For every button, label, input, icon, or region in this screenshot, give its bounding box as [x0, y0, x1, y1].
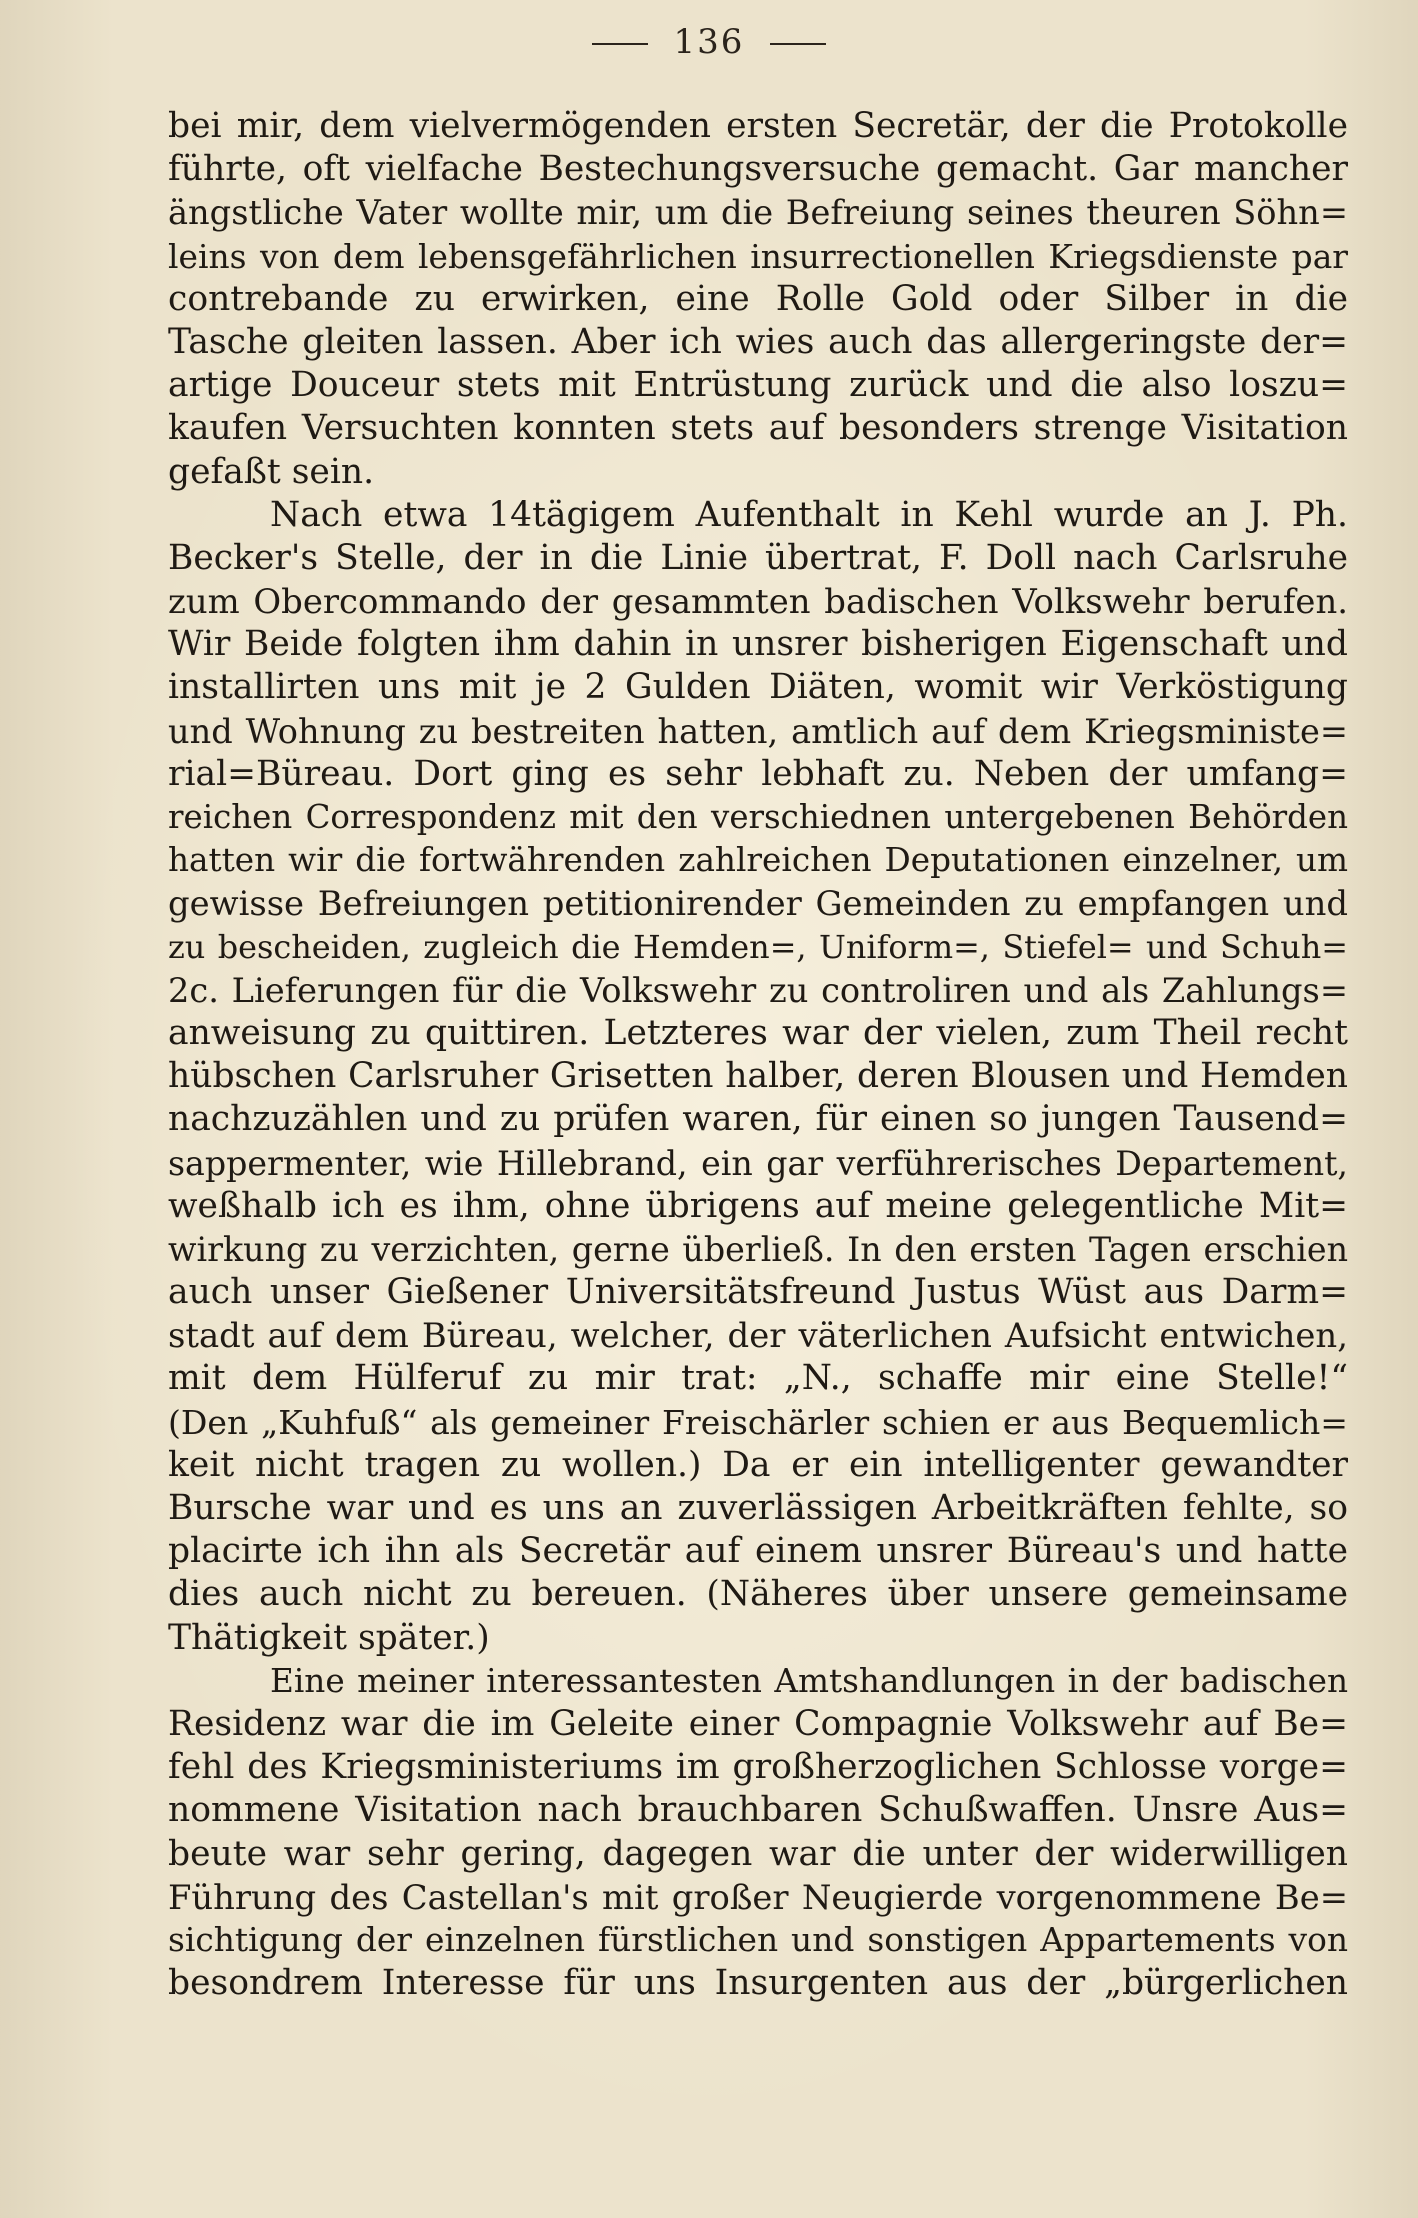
text-line: dies auch nicht zu bereuen. (Näheres über unsere gemeinsame	[168, 1574, 1348, 1615]
text-line: gewisse Befreiungen petitionirender Gemeinden zu empfangen und	[168, 884, 1348, 924]
text-line: stadt auf dem Büreau, welcher, der väterlichen Aufsicht entwichen,	[168, 1316, 1348, 1356]
text-line: Becker's Stelle, der in die Linie übertrat, F. Doll nach Carlsruhe	[168, 537, 1348, 578]
text-line: sappermenter, wie Hillebrand, ein gar verführerisches Departement,	[168, 1143, 1348, 1183]
text-line: weßhalb ich es ihm, ohne übrigens auf meine gelegentliche Mit=	[168, 1185, 1348, 1226]
text-line: Thätigkeit später.)	[168, 1617, 490, 1658]
text-line: nachzuzählen und zu prüfen waren, für einen so jungen Tausend=	[168, 1099, 1348, 1140]
text-line: reichen Correspondenz mit den verschiednen untergebenen Behörden	[168, 798, 1348, 836]
page-number: 136	[673, 22, 745, 62]
text-line: sichtigung der einzelnen fürstlichen und sonstigen Appartements von	[168, 1920, 1348, 1959]
text-line: zu bescheiden, zugleich die Hemden=, Uniform=, Stiefel= und Schuh=	[168, 927, 1348, 966]
text-line: artige Douceur stets mit Entrüstung zurück und die also loszu=	[168, 365, 1348, 406]
right-dash	[770, 43, 826, 45]
text-line: Residenz war die im Geleite einer Compagnie Volkswehr auf Be=	[168, 1703, 1348, 1744]
text-line: ängstliche Vater wollte mir, um die Befreiung seines theuren Söhn=	[168, 193, 1348, 233]
text-line: Eine meiner interessantesten Amtshandlungen in der badischen	[270, 1661, 1348, 1700]
text-line: besondrem Interesse für uns Insurgenten aus der „bürgerlichen	[168, 1963, 1348, 2004]
text-line: contrebande zu erwirken, eine Rolle Gold oder Silber in die	[168, 278, 1348, 319]
text-line: bei mir, dem vielvermögenden ersten Secretär, der die Protokolle	[168, 106, 1348, 146]
text-line: placirte ich ihn als Secretär auf einem unsrer Büreau's und hatte	[168, 1531, 1348, 1572]
text-line: hatten wir die fortwährenden zahlreichen Deputationen einzelner, um	[168, 841, 1348, 880]
text-line: Wir Beide folgten ihm dahin in unsrer bisherigen Eigenschaft und	[168, 624, 1348, 665]
text-line: mit dem Hülferuf zu mir trat: „N., schaffe mir eine Stelle!“	[168, 1358, 1348, 1399]
text-line: und Wohnung zu bestreiten hatten, amtlich auf dem Kriegsministe=	[168, 711, 1348, 751]
text-line: führte, oft vielfache Bestechungsversuche gemacht. Gar mancher	[168, 149, 1348, 190]
body-text	[168, 105, 1348, 2005]
text-line: wirkung zu verzichten, gerne überließ. In den ersten Tagen erschien	[168, 1229, 1348, 1269]
text-line: Tasche gleiten lassen. Aber ich wies auch das allergeringste der=	[168, 321, 1348, 362]
text-line: zum Obercommando der gesammten badischen Volkswehr berufen.	[168, 582, 1348, 622]
text-line: installirten uns mit je 2 Gulden Diäten, womit wir Verköstigung	[168, 667, 1348, 708]
text-line: gefaßt sein.	[168, 451, 375, 492]
text-line: leins von dem lebensgefährlichen insurrectionellen Kriegsdienste par	[168, 236, 1348, 276]
text-line: kaufen Versuchten konnten stets auf besonders strenge Visitation	[168, 408, 1348, 449]
text-line: rial=Büreau. Dort ging es sehr lebhaft zu. Neben der umfang=	[168, 753, 1348, 794]
text-line: Bursche war und es uns an zuverlässigen Arbeitkräften fehlte, so	[168, 1488, 1348, 1528]
text-line: Nach etwa 14tägigem Aufenthalt in Kehl wurde an J. Ph.	[270, 494, 1348, 535]
text-line: auch unser Gießener Universitätsfreund Justus Wüst aus Darm=	[168, 1272, 1348, 1313]
text-line: Führung des Castellan's mit großer Neugierde vorgenommene Be=	[168, 1877, 1348, 1917]
text-line: (Den „Kuhfuß“ als gemeiner Freischärler schien er aus Bequemlich=	[168, 1402, 1348, 1442]
text-line: fehl des Kriegsministeriums im großherzoglichen Schlosse vorge=	[168, 1747, 1348, 1788]
page-number-header	[0, 22, 1418, 62]
text-line: anweisung zu quittiren. Letzteres war der vielen, zum Theil recht	[168, 1012, 1348, 1053]
text-line: beute war sehr gering, dagegen war die unter der widerwilligen	[168, 1833, 1348, 1874]
text-line: hübschen Carlsruher Grisetten halber, deren Blousen und Hemden	[168, 1056, 1348, 1097]
text-line: 2c. Lieferungen für die Volkswehr zu controliren und als Zahlungs=	[168, 970, 1348, 1010]
text-line: nommene Visitation nach brauchbaren Schußwaffen. Unsre Aus=	[168, 1790, 1348, 1831]
left-dash	[592, 43, 648, 45]
text-line: keit nicht tragen zu wollen.) Da er ein intelligenter gewandter	[168, 1444, 1348, 1485]
